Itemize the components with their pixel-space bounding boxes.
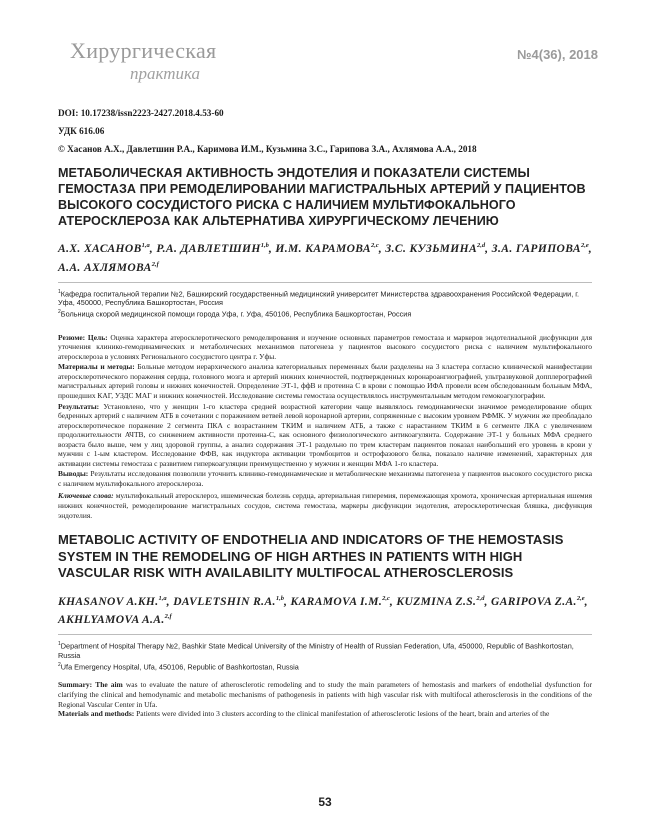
author-name: KHASANOV A.KH.: [58, 595, 159, 608]
author-name: AKHLYAMOVA A.A.: [58, 614, 165, 627]
author-name: KUZMINA Z.S.: [396, 595, 477, 608]
author-affiliation-mark: 2,f: [164, 613, 172, 621]
author-name: DAVLETSHIN R.A.: [173, 595, 276, 608]
author-affiliation-mark: 1,b: [275, 594, 284, 602]
affiliation-1-en: $^1$Department of Hospital Therapy №2, Bashkir State Medical University of the Ministry of Health of Russian Federation, Ufa, 450000, Republic of Bashkortostan, Russia: [58, 641, 574, 661]
abstract-aim-en: Summary: The aim was to evaluate the nature of atherosclerotic remodeling and to study the main parameters of hemostasis and markers of endothelial dysfunction for clarifying the clinical and hemodynamic and metabolic mechanisms of pathogenesis in patients with high vascular risk with multifocal atherosclerosis in the conditions of the Regional Vascular Center in Ufa.: [58, 680, 593, 709]
author-affiliation-mark: 2,d: [476, 594, 485, 602]
author-name: KARAMOVA I.M.: [290, 595, 383, 608]
affiliation-1-ru: $^1$Кафедра госпитальной терапии №2, Башкирский государственный медицинский университет Министерства здравоохранения Российской Федерации, г. Уфа, 450000, Республика Башкортостан, Россия: [58, 288, 580, 308]
abstract-methods-ru: Материалы и методы: Больные методом иерархического анализа категориальных переменных были разделены на 3 кластера согласно клинической манифестации атеросклеротического поражения сердца, головного мозга и артерий нижних конечностей, подтвержденных коронароангиографией, ультразвуковой допплерографией магистральных артерий головы и нижних конечностей. Определение ЭТ-1, ффВ и протеина С в крови с помощью ИФА провели всем обследованным больным МФА, прошедших КАГ, УЗДС МАГ и нижних конечностей. Исследование системы гемостаза осуществлялось инструментальным методом гемокоагулографии.: [58, 362, 592, 400]
author-list-ru: А.Х. ХАСАНОВ$^{1,a}$, Р.А. ДАВЛЕТШИН$^{1,b}$, И.М. КАРАМОВА$^{2,c}$, З.С. КУЗЬМИНА$^{2,d}$, З.А. ГАРИПОВА$^{2,e}$, А.А. АХЛЯМОВА$^{2,f}$: [58, 242, 593, 274]
author-name: З.С. КУЗЬМИНА: [385, 242, 478, 255]
article-title-ru: МЕТАБОЛИЧЕСКАЯ АКТИВНОСТЬ ЭНДОТЕЛИЯ И ПОКАЗАТЕЛИ СИСТЕМЫ ГЕМОСТАЗА ПРИ РЕМОДЕЛИРОВАНИИ МАГИСТРАЛЬНЫХ АРТЕРИЙ У ПАЦИЕНТОВ ВЫСОКОГО СОСУДИСТОГО РИСКА С НАЛИЧИЕМ МУЛЬТИФОКАЛЬНОГО АТЕРОСКЛЕРОЗА КАК АЛЬТЕРНАТИВА ХИРУРГИЧЕСКОМУ ЛЕЧЕНИЮ: [58, 166, 586, 228]
author-affiliation-mark: 1,a: [141, 242, 150, 249]
article-title-en: METABOLIC ACTIVITY OF ENDOTHELIA AND INDICATORS OF THE HEMOSTASIS SYSTEM IN THE REMODELING OF HIGH ARTHES IN PATIENTS WITH HIGH VASCULAR RISK WITH AVAILABILITY MULTIFOCAL ATHEROSCLEROSIS: [58, 532, 564, 581]
journal-logo-title: Хирургическая: [70, 38, 217, 63]
doi-line: DOI: 10.17238/issn2223-2427.2018.4.53-60: [58, 108, 224, 118]
abstract-ru: [58, 333, 592, 520]
author-affiliation-mark: 2,e: [580, 242, 589, 249]
article-body: [58, 108, 592, 719]
author-affiliation-mark: 1,b: [260, 242, 269, 249]
abstract-en: [58, 680, 592, 718]
affiliations-en: [58, 640, 592, 671]
copyright-line: © Хасанов А.Х., Давлетшин Р.А., Каримова И.М., Кузьмина З.С., Гарипова З.А., Ахлямова А.А., 2018: [58, 144, 477, 154]
author-name: GARIPOVA Z.A.: [491, 595, 577, 608]
author-name: А.Х. ХАСАНОВ: [58, 242, 142, 255]
keywords-ru: Ключевые слова: мультифокальный атеросклероз, ишемическая болезнь сердца, артериальная гиперемия, перемежающая хромота, хроническая артериальная ишемия нижних конечностей, ремоделирование магистральных сосудов, система гемостаза, маркеры дисфункции эндотелия, атеросклеротическая бляшка, дисфункция эндотелия.: [58, 491, 592, 520]
divider: [58, 634, 592, 635]
author-affiliation-mark: 2,d: [477, 242, 486, 249]
divider: [58, 282, 592, 283]
author-affiliation-mark: 1,a: [158, 594, 167, 602]
page-number: 53: [318, 795, 332, 809]
abstract-conclusions-ru: Выводы: Результаты исследования позволили уточнить клинико-гемодинамические и метаболические механизмы патогенеза у пациентов высокого сосудистого риска с наличием мультифокального атеросклероза.: [58, 469, 592, 488]
abstract-results-ru: Результаты: Установлено, что у женщин 1-го кластера средней возрастной категории чаще выявлялось гемодинамически значимое ремоделирование общих бедренных артерий с наличием АТБ в сочетании с поражением ветвей левой коронарной артерии, сопряженные с высоким уровнем РФМК. У мужчин же преобладало атеросклеротическое поражение 2 сегмента ПКА с возрастанием ТКИМ и наличием АТБ, а также с нарастанием ТКИМ в 6 сегменте ЛКА с увеличением продолжительности АЧТВ, со снижением активности протеина-С, как основного физиологического антикоагулянта. Содержание ЭТ-1 у больных МФА среднего возраста было выше, чем у лиц здоровой группы, а анализ содержания ЭТ-1 раздельно по трем кластерам пациентов показал наибольший его уровень в крови у мужчин с 1-ым кластером. Исследование ФФВ, как индуктора активации тромбоцитов и острофазового белка, показало наличие изменений, характерных для активации системы гемостаза с развитием гиперкоагуляции преимущественно у мужчин и женщин МФА 1-го кластера.: [58, 401, 592, 468]
journal-logo-subtitle: практика: [130, 64, 201, 83]
affiliation-2-en: $^2$Ufa Emergency Hospital, Ufa, 450106, Republic of Bashkortostan, Russia: [58, 661, 299, 671]
author-name: А.А. АХЛЯМОВА: [58, 261, 152, 274]
author-name: И.М. КАРАМОВА: [275, 242, 372, 255]
abstract-methods-en: Materials and methods: Patients were divided into 3 clusters according to the clinical manifestation of atherosclerotic lesions of the heart, brain and arteries of the: [58, 709, 550, 719]
udc-line: УДК 616.06: [58, 126, 105, 136]
author-affiliation-mark: 2,c: [382, 594, 390, 602]
author-list-en: KHASANOV A.KH.$^{1,a}$, DAVLETSHIN R.A.$^{1,b}$, KARAMOVA I.M.$^{2,c}$, KUZMINA Z.S.$^{2,d}$, GARIPOVA Z.A.$^{2,e}$, AKHLYAMOVA A.A.$^{2,f}$: [58, 594, 588, 627]
abstract-aim-ru: Резюме: Цель: Оценка характера атеросклеротического ремоделирования и изучение основных параметров гемостаза и маркеров эндотелиальной дисфункции для уточнения клинико-гемодинамических и метаболических механизмов патогенеза у пациентов высокого сосудистого риска с наличием мультифокального атеросклероза в условиях Регионального сосудистого центра г. Уфы.: [58, 332, 593, 361]
author-affiliation-mark: 2,f: [151, 260, 159, 268]
affiliation-2-ru: $^2$Больница скорой медицинской помощи города Уфа, г. Уфа, 450106, Республика Башкортостан, Россия: [58, 308, 412, 319]
author-affiliation-mark: 2,c: [371, 242, 379, 249]
affiliations-ru: [58, 288, 592, 319]
author-name: Р.А. ДАВЛЕТШИН: [156, 242, 261, 255]
author-affiliation-mark: 2,e: [576, 594, 585, 602]
page-header: [58, 30, 598, 90]
issue-number: №4(36), 2018: [517, 47, 598, 62]
author-name: З.А. ГАРИПОВА: [491, 242, 581, 255]
